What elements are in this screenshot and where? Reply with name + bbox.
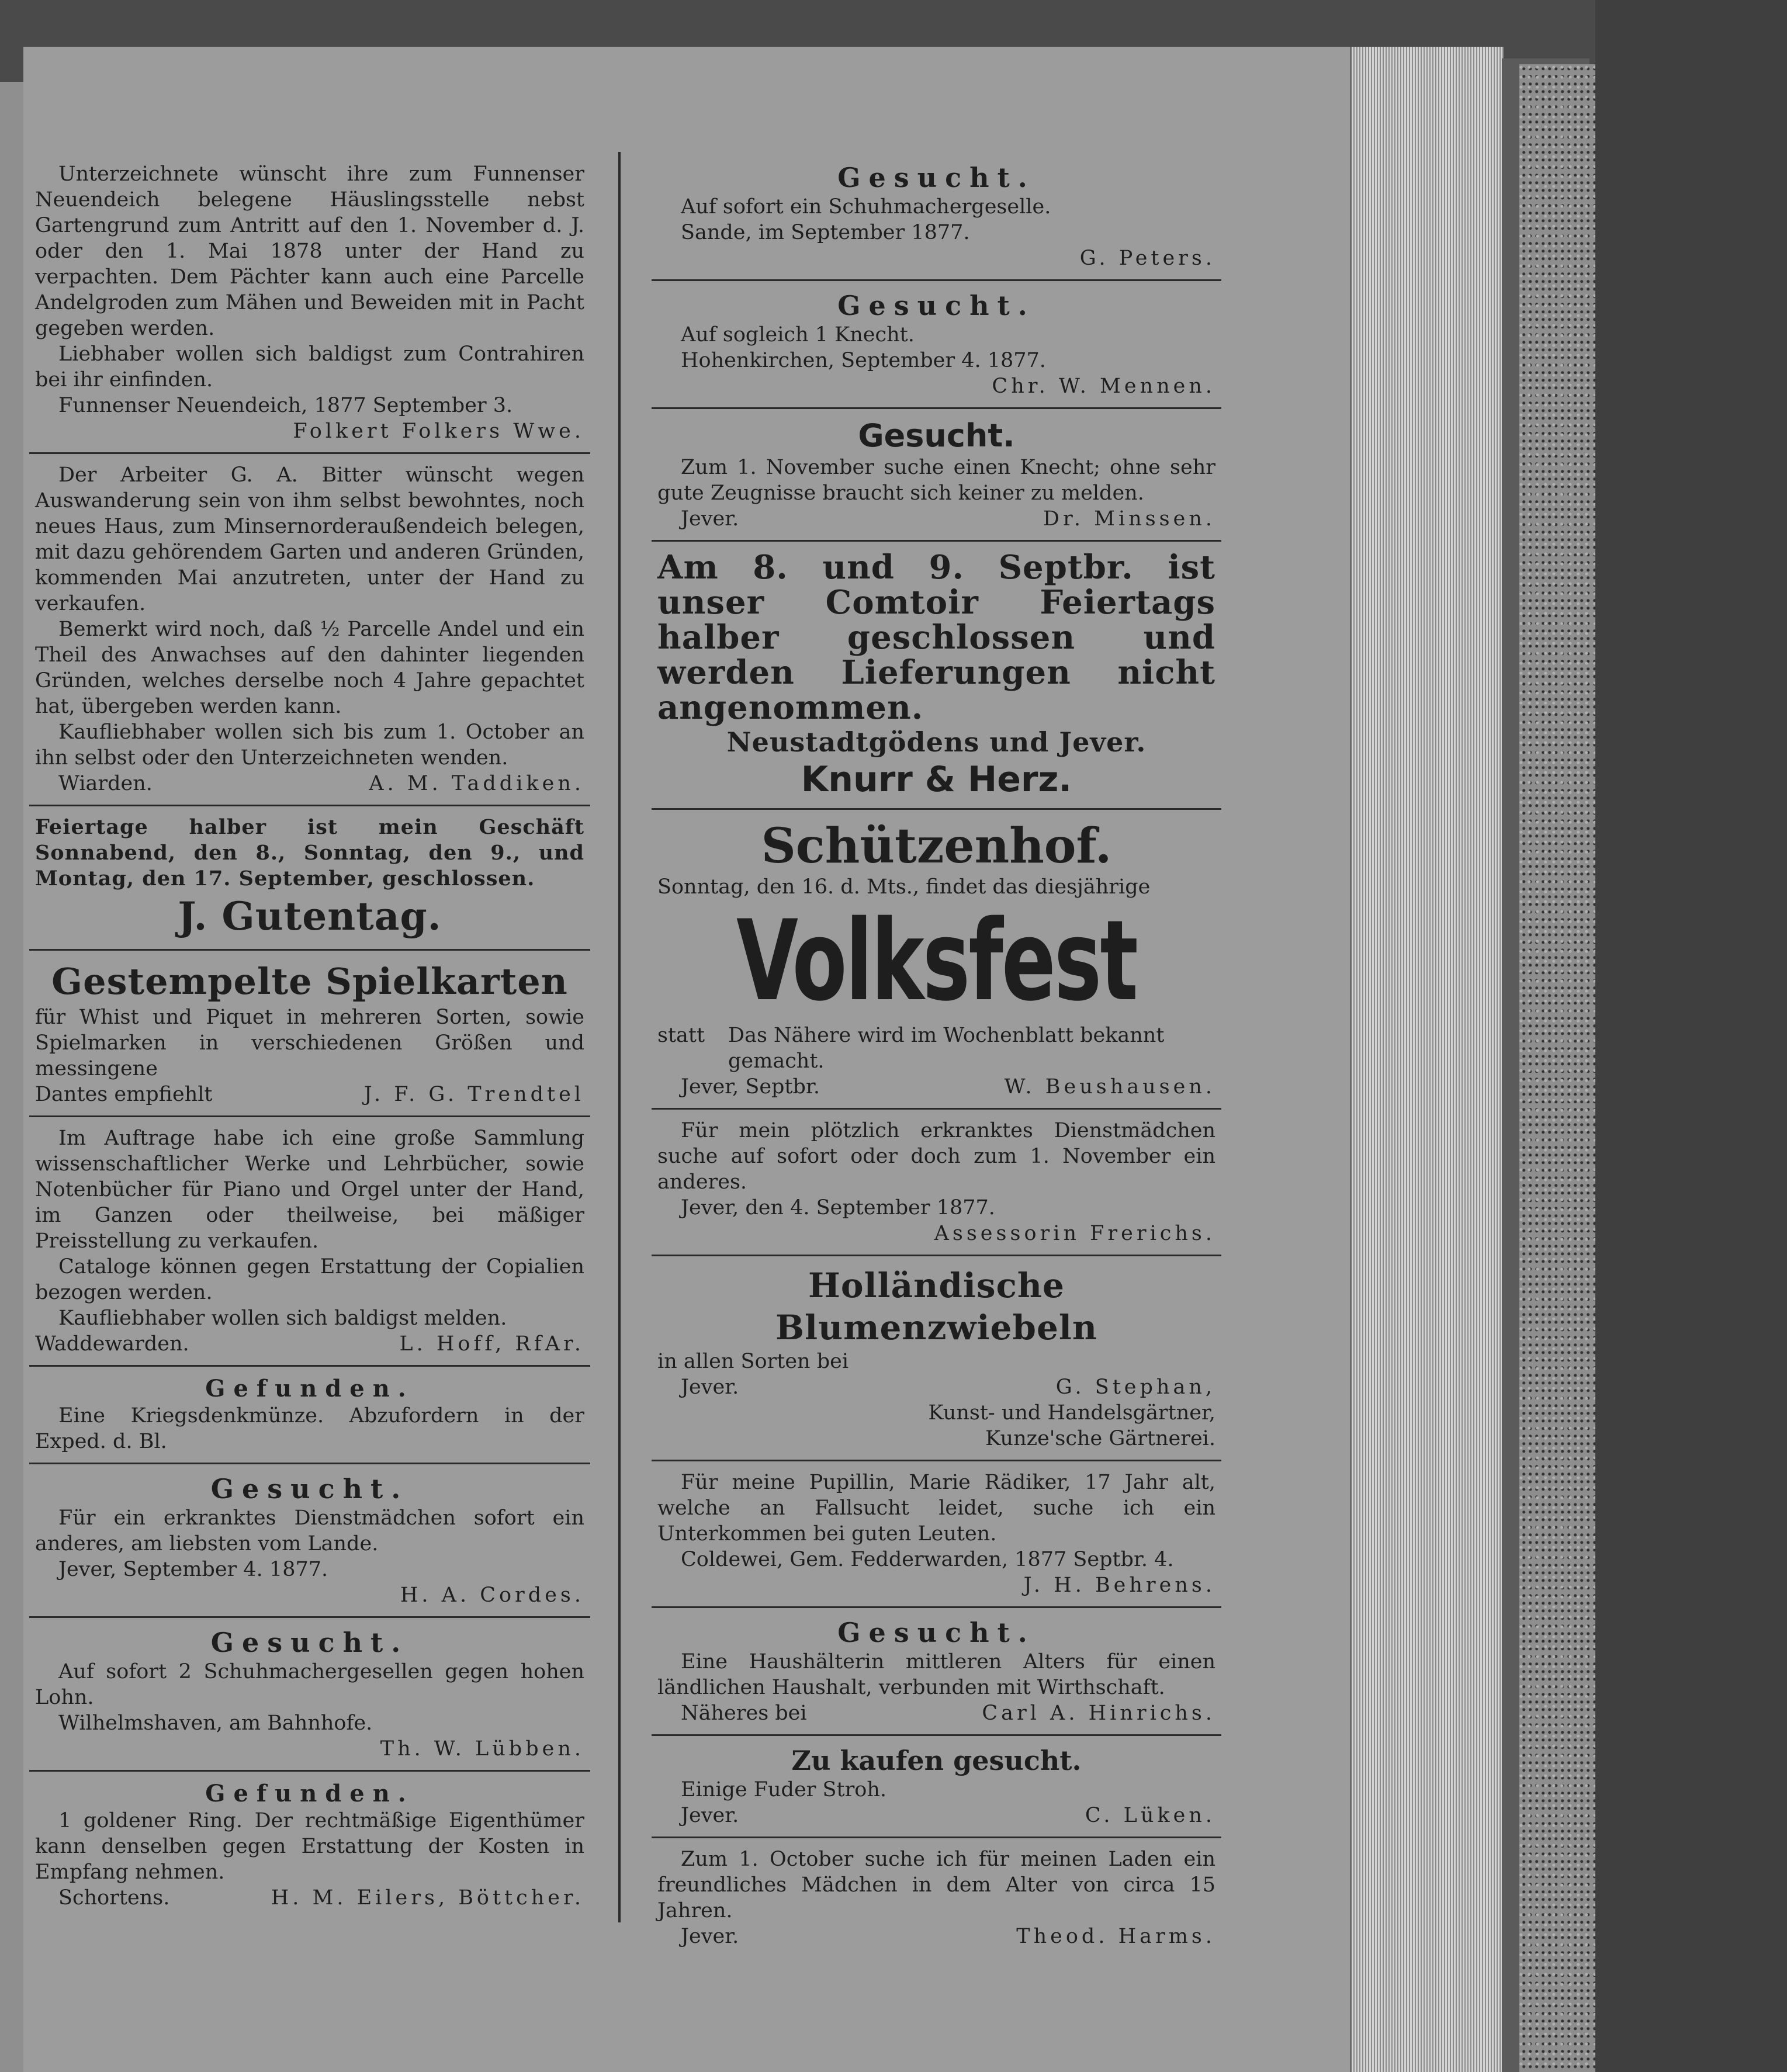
ad-text: Liebhaber wollen sich baldigst zum Contrahiren bei ihr einfinden. [35,342,584,391]
ad-signature: Knurr & Herz. [801,759,1072,800]
ad-text: Bemerkt wird noch, daß ½ Parcelle Andel und ein Theil des Anwachses auf den dahinter liegenden Gründen, welches derselbe noch 4 Jahre gepachtet hat, übergeben werden kann. [35,618,584,718]
ad-funnenser [29,158,590,448]
right-column [652,158,1221,1953]
ad-peters [652,158,1221,275]
ad-place: Jever, Septbr. [681,1075,820,1099]
ad-signature: J. Gutentag. [178,893,442,939]
ad-lueken [652,1741,1221,1832]
ad-signature: W. Beushausen. [1004,1075,1215,1099]
ad-spielkarten [29,955,590,1111]
ad-signature: Chr. W. Mennen. [992,375,1215,398]
ad-headline: Zu kaufen gesucht. [791,1745,1082,1776]
ad-harms [652,1843,1221,1953]
divider [29,1463,590,1464]
ad-text: Das Nähere wird im Wochenblatt bekannt gemacht. [728,1024,1165,1073]
ad-behrens [652,1466,1221,1602]
ad-text: Eine Haushälterin mittleren Alters für einen ländlichen Haushalt, verbunden mit Wirthschaft. [657,1650,1215,1699]
column-divider [618,152,621,1922]
ad-hinrichs [652,1613,1221,1730]
background-right [1595,0,1787,2072]
ad-place: Dantes empfiehlt [35,1083,213,1106]
ad-text: Der Arbeiter G. A. Bitter wünscht wegen Auswanderung sein von ihm selbst bewohntes, noch neues Haus, zum Minsernorderaußendeich belegen, mit dazu gehörendem Garten und anderen Gründen, kommenden Mai anzutreten, unter der Hand zu verkaufen. [35,463,584,615]
page-stack-edge [1350,47,1504,2072]
ad-text: Zum 1. October suche ich für meinen Laden ein freundliches Mädchen in dem Alter von circa 15 Jahren. [657,1848,1215,1922]
ad-minssen [652,414,1221,535]
ad-text: Für mein plötzlich erkranktes Dienstmädchen suche auf sofort oder doch zum 1. November ein anderes. [657,1119,1215,1194]
ad-stephan [652,1261,1221,1455]
divider [29,805,590,806]
ad-knurr-herz [652,546,1221,803]
ad-volksfest [652,815,1221,1103]
ad-place: Sande, im September 1877. [681,221,970,244]
ad-place: Wiarden. [58,772,153,795]
ad-text: in allen Sorten bei [657,1350,849,1373]
ad-eilers [29,1776,590,1914]
ad-signature: C. Lüken. [1085,1804,1215,1827]
ad-signature: Theod. Harms. [1016,1925,1215,1948]
divider [652,1108,1221,1110]
ad-headline: Gesucht. [858,417,1015,454]
ad-text: Zum 1. November suche einen Knecht; ohne sehr gute Zeugnisse braucht sich keiner zu melden. [657,456,1215,505]
ad-gefunden-1 [29,1371,590,1458]
ad-signature: A. M. Taddiken. [369,772,584,795]
ad-signature: H. A. Cordes. [400,1584,584,1607]
ad-place: Funnenser Neuendeich, 1877 September 3. [58,394,513,417]
ad-mennen [652,286,1221,403]
ad-headline: Gefunden. [205,1375,414,1402]
ad-text: Auf sofort ein Schuhmachergeselle. [681,195,1051,219]
ad-place: Coldewei, Gem. Fedderwarden, 1877 Septbr. 4. [681,1548,1174,1571]
left-column [29,158,590,1914]
ad-headline: Schützenhof. [761,818,1112,874]
ad-text: Einige Fuder Stroh. [681,1778,887,1801]
ad-text: Im Auftrage habe ich eine große Sammlung wissenschaftlicher Werke und Lehrbücher, sowie Notenbücher für Piano und Orgel unter der Hand, im Ganzen oder theilweise, bei mäßiger Preisstellung zu verkaufen. [35,1127,584,1253]
divider [29,949,590,951]
ad-signature: Assessorin Frerichs. [934,1222,1215,1245]
ad-place: Jever, September 4. 1877. [58,1558,328,1581]
left-page-edge [0,82,25,2072]
divider [29,1616,590,1618]
ad-headline: Gesucht. [837,1617,1036,1648]
ad-signature: J. F. G. Trendtel [363,1083,584,1106]
ad-text: Für meine Pupillin, Marie Rädiker, 17 Jahr alt, welche an Fallsucht leidet, suche ich ein Unterkommen bei guten Leuten. [657,1471,1215,1546]
ad-signature: Th. W. Lübben. [380,1737,584,1761]
ad-headline: Gesucht. [210,1473,409,1505]
ad-headline: Gesucht. [837,290,1036,321]
ad-cordes [29,1469,590,1612]
ad-place: Jever. [681,507,739,531]
ad-hoff [29,1122,590,1360]
ad-place: Neustadtgödens und Jever. [726,726,1147,758]
ad-text: Auf sogleich 1 Knecht. [681,323,915,347]
ad-headline: Gesucht. [210,1627,409,1658]
ad-text: Eine Kriegsdenkmünze. Abzufordern in der Exped. d. Bl. [35,1404,584,1453]
ad-luebben [29,1623,590,1765]
ad-place: Wilhelmshaven, am Bahnhofe. [58,1711,373,1735]
divider [29,1365,590,1367]
ad-headline: Gestempelte Spielkarten [51,960,568,1003]
divider [29,1115,590,1117]
ad-place: Waddewarden. [35,1332,189,1356]
ad-signature: Folkert Folkers Wwe. [293,420,584,443]
ad-text: Auf sofort 2 Schuhmachergesellen gegen hohen Lohn. [35,1660,584,1709]
ad-text: Kaufliebhaber wollen sich bis zum 1. October an ihn selbst oder den Unterzeichneten wenden. [35,720,584,770]
divider [652,1606,1221,1608]
ad-text: Cataloge können gegen Erstattung der Copialien bezogen werden. [35,1255,584,1304]
ad-text: Für ein erkranktes Dienstmädchen sofort ein anderes, am liebsten vom Lande. [35,1506,584,1555]
ad-text: 1 goldener Ring. Der rechtmäßige Eigenthümer kann denselben gegen Erstattung der Kosten in Empfang nehmen. [35,1809,584,1884]
ad-place: Schortens. [58,1886,170,1910]
ad-bitter [29,459,590,800]
ad-place: Jever. [681,1925,739,1948]
ad-headline: Gefunden. [205,1780,414,1807]
ad-signature: L. Hoff, RfAr. [399,1332,584,1356]
divider [652,1460,1221,1461]
divider [652,540,1221,542]
ad-place: Hohenkirchen, September 4. 1877. [681,349,1046,372]
ad-headline: Holländische Blumenzwiebeln [775,1266,1098,1347]
ad-place: Jever. [681,1804,739,1827]
ad-signature: J. H. Behrens. [1023,1574,1215,1597]
divider [652,407,1221,409]
ad-signature: Carl A. Hinrichs. [982,1702,1215,1725]
divider [652,1255,1221,1256]
ad-place: Jever, den 4. September 1877. [681,1196,995,1219]
ad-signature: Kunst- und Handelsgärtner, [928,1401,1215,1425]
ad-big-text: Feiertage halber ist mein Geschäft Sonnabend, den 8., Sonntag, den 9., und Montag, den 17. September, geschlossen. [35,815,584,891]
ad-signature: G. Peters. [1079,247,1215,270]
ad-text: Sonntag, den 16. d. Mts., findet das diesjährige [657,875,1151,899]
ad-text: Unterzeichnete wünscht ihre zum Funnenser Neuendeich belegene Häuslingsstelle nebst Gartengrund zum Antritt auf den 1. November d. J. oder den 1. Mai 1878 unter der Hand zu verpachten. Dem Pächter kann auch eine Parcelle Andelgroden zum Mähen und Beweiden mit in Pacht gegeben werden. [35,162,584,340]
divider [652,808,1221,810]
marbled-cover-edge [1519,64,1595,2072]
divider [652,1837,1221,1838]
ad-big-text: Am 8. und 9. Septbr. ist unser Comtoir Feiertags halber geschlossen und werden Lieferungen nicht angenommen. [657,548,1215,727]
volksfest-title: Volksfest [736,896,1137,1025]
ad-signature: G. Stephan, [1055,1375,1215,1399]
ad-signature: Kunze'sche Gärtnerei. [985,1427,1215,1450]
ad-signature: H. M. Eilers, Böttcher. [271,1886,584,1910]
ad-headline: Gesucht. [837,162,1036,193]
ad-place: Näheres bei [681,1702,807,1725]
divider [29,1770,590,1772]
divider [29,452,590,454]
ad-text: Kaufliebhaber wollen sich baldigst melden. [58,1307,507,1330]
ad-text: für Whist und Piquet in mehreren Sorten, sowie Spielmarken in verschiedenen Größen und messingene [35,1006,584,1080]
divider [652,279,1221,281]
ad-text: statt [657,1024,705,1047]
ad-signature: Dr. Minssen. [1043,507,1215,531]
ad-frerichs [652,1114,1221,1250]
ad-gutentag [29,811,590,944]
divider [652,1734,1221,1736]
ad-place: Jever. [681,1375,739,1399]
